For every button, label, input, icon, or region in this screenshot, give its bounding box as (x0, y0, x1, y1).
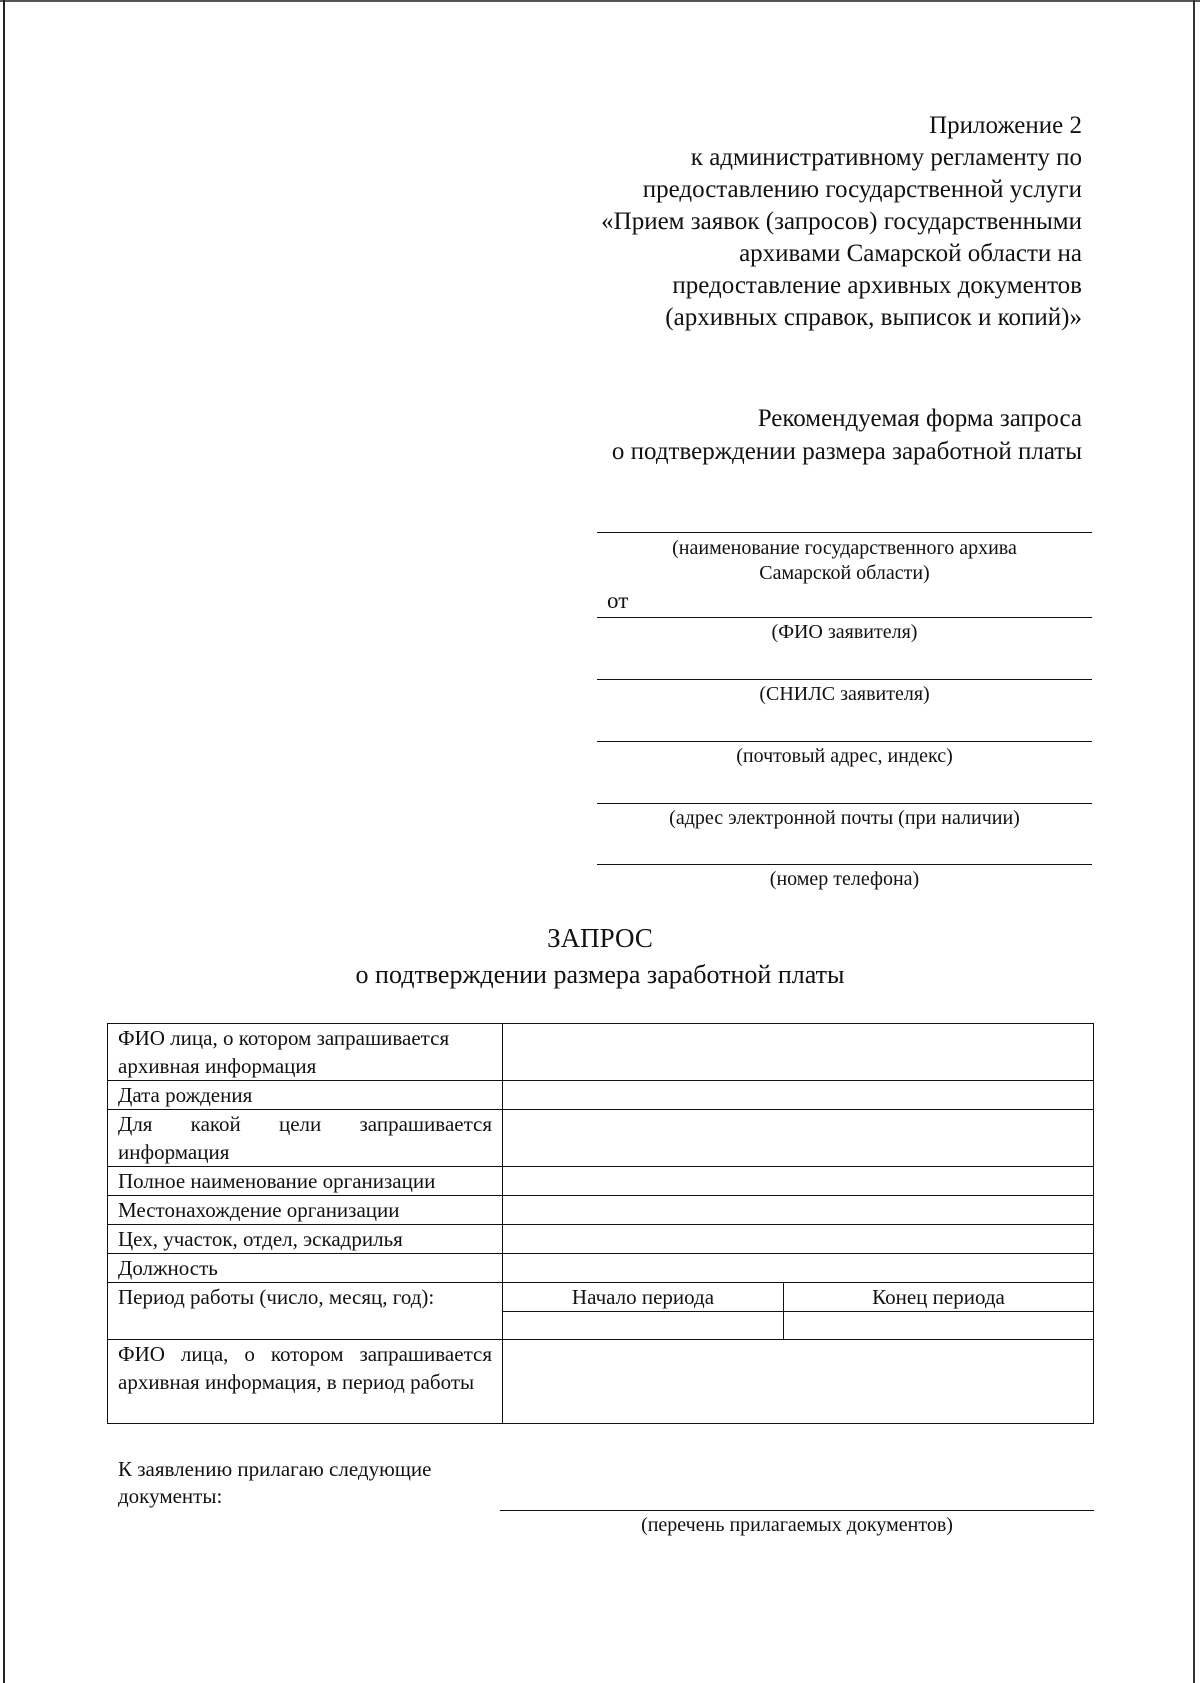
postal-address-field[interactable] (597, 741, 1092, 742)
table-row (108, 1340, 1094, 1424)
attachments-caption: (перечень прилагаемых документов) (641, 1514, 953, 1536)
table-row (108, 1110, 1094, 1167)
archive-name-caption: (наименование государственного архива (672, 537, 1017, 559)
form-title-line: Рекомендуемая форма запроса (757, 405, 1082, 432)
scan-edge-right (1193, 0, 1195, 1683)
snils-field[interactable] (597, 679, 1092, 680)
phone-caption: (номер телефона) (769, 868, 920, 890)
request-subtitle: о подтверждении размера заработной платы (355, 960, 845, 989)
period-start-header: Начало периода (503, 1283, 784, 1312)
from-label: от (607, 588, 629, 613)
request-table (107, 1023, 1094, 1424)
period-start-input-cell[interactable] (503, 1312, 784, 1340)
snils-caption: (СНИЛС заявителя) (759, 683, 930, 705)
applicant-name-field[interactable] (597, 617, 1092, 618)
attachments-label: К заявлению прилагаю следующие документы: (118, 1457, 432, 1508)
appendix-line: (архивных справок, выписок и копий)» (665, 304, 1082, 331)
birth-date-label: Дата рождения (108, 1081, 503, 1110)
person-name-label: ФИО лица, о котором запрашивается архивная информация (108, 1024, 503, 1081)
appendix-line: архивами Самарской области на (739, 240, 1082, 267)
appendix-line: к административному регламенту по (690, 144, 1082, 171)
scan-edge-top (0, 0, 1200, 2)
postal-address-caption: (почтовый адрес, индекс) (736, 745, 953, 767)
attachments-field[interactable] (500, 1510, 1094, 1511)
table-row (108, 1254, 1094, 1283)
org-full-name-input-cell[interactable] (503, 1167, 1094, 1196)
department-input-cell[interactable] (503, 1225, 1094, 1254)
appendix-header (442, 110, 1082, 334)
table-row (108, 1024, 1094, 1081)
request-title: ЗАПРОС (547, 923, 653, 953)
table-row (108, 1081, 1094, 1110)
archive-name-caption: Самарской области) (759, 562, 930, 584)
org-location-input-cell[interactable] (503, 1196, 1094, 1225)
position-label: Должность (108, 1254, 503, 1283)
table-row (108, 1196, 1094, 1225)
person-name-input-cell[interactable] (503, 1024, 1094, 1081)
appendix-line: Приложение 2 (929, 112, 1082, 139)
period-end-input-cell[interactable] (784, 1312, 1094, 1340)
table-row (108, 1167, 1094, 1196)
period-end-header: Конец периода (784, 1283, 1094, 1312)
table-row (108, 1225, 1094, 1254)
recommended-form-title (442, 402, 1082, 468)
appendix-line: «Прием заявок (запросов) государственными (601, 208, 1082, 235)
email-caption: (адрес электронной почты (при наличии) (669, 807, 1020, 829)
form-title-line: о подтверждении размера заработной платы (611, 438, 1082, 465)
email-field[interactable] (597, 803, 1092, 804)
work-period-label: Период работы (число, месяц, год): (108, 1283, 503, 1340)
position-input-cell[interactable] (503, 1254, 1094, 1283)
table-row (108, 1283, 1094, 1312)
org-location-label: Местонахождение организации (108, 1196, 503, 1225)
birth-date-input-cell[interactable] (503, 1081, 1094, 1110)
purpose-label: Для какой цели запрашивается информация (108, 1110, 503, 1167)
archive-name-field[interactable] (597, 532, 1092, 533)
purpose-input-cell[interactable] (503, 1110, 1094, 1167)
applicant-name-caption: (ФИО заявителя) (771, 621, 918, 643)
name-during-work-label: ФИО лица, о котором запрашивается архивная информация, в период работы (108, 1340, 503, 1424)
phone-field[interactable] (597, 864, 1092, 865)
department-label: Цех, участок, отдел, эскадрилья (108, 1225, 503, 1254)
org-full-name-label: Полное наименование организации (108, 1167, 503, 1196)
appendix-line: предоставление архивных документов (672, 272, 1082, 299)
appendix-line: предоставлению государственной услуги (642, 176, 1082, 203)
scan-edge-left (3, 0, 5, 1683)
name-during-work-input-cell[interactable] (503, 1340, 1094, 1424)
